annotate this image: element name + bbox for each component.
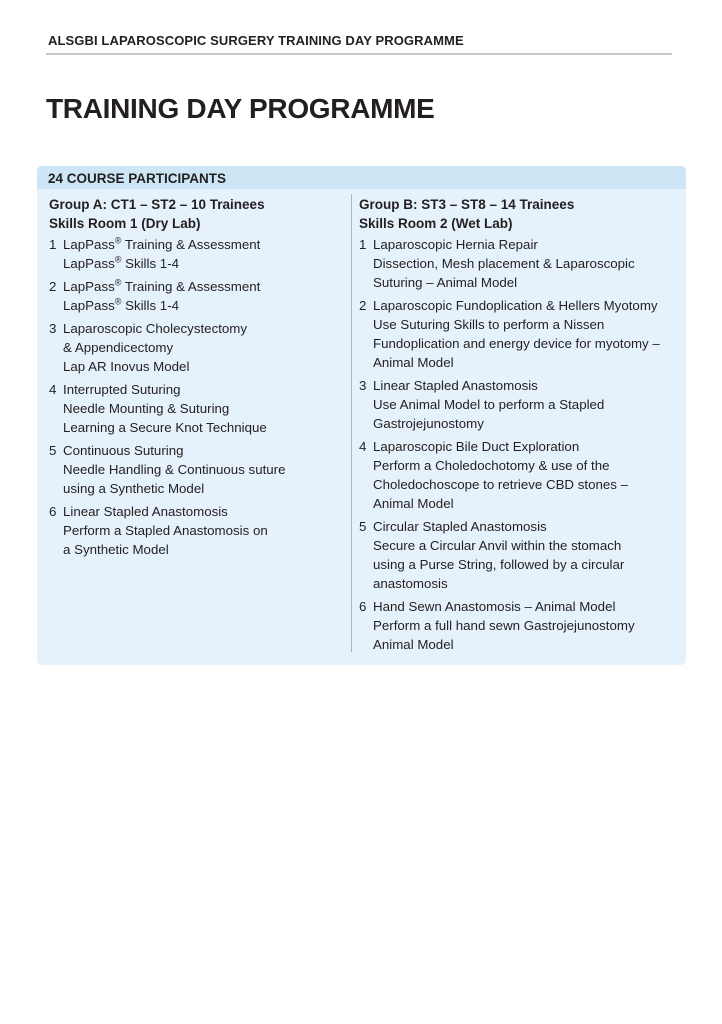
list-item bbox=[49, 380, 349, 437]
item-lines bbox=[373, 376, 604, 433]
group-a-column bbox=[49, 196, 349, 559]
item-lines bbox=[373, 437, 628, 513]
group-a-room: Skills Room 1 (Dry Lab) bbox=[49, 215, 201, 231]
list-item bbox=[49, 441, 349, 498]
item-line: Laparoscopic Cholecystectomy bbox=[63, 321, 248, 336]
item-line: using a Purse String, followed by a circular bbox=[373, 557, 625, 572]
participants-box bbox=[37, 166, 686, 665]
item-line: Gastrojejunostomy bbox=[373, 416, 484, 431]
group-a-items bbox=[49, 235, 349, 559]
item-line: Use Animal Model to perform a Stapled bbox=[373, 397, 605, 412]
item-line: Learning a Secure Knot Technique bbox=[63, 420, 267, 435]
item-line: Animal Model bbox=[373, 496, 454, 511]
item-number: 5 bbox=[49, 443, 57, 458]
item-number: 4 bbox=[49, 382, 57, 397]
item-lines bbox=[63, 441, 286, 498]
item-line: Perform a full hand sewn Gastrojejunostomy bbox=[373, 618, 635, 633]
item-line: Continuous Suturing bbox=[63, 443, 184, 458]
item-line: Perform a Choledochotomy & use of the bbox=[373, 458, 610, 473]
list-item bbox=[359, 376, 677, 433]
item-line: & Appendicectomy bbox=[63, 340, 174, 355]
item-line: Suturing – Animal Model bbox=[373, 275, 518, 290]
item-number: 3 bbox=[49, 321, 57, 336]
item-line: Needle Mounting & Suturing bbox=[63, 401, 230, 416]
item-line: Fundoplication and energy device for myotomy – bbox=[373, 336, 660, 351]
item-line: Laparoscopic Hernia Repair bbox=[373, 237, 538, 252]
item-line: Use Suturing Skills to perform a Nissen bbox=[373, 317, 605, 332]
item-line: Hand Sewn Anastomosis – Animal Model bbox=[373, 599, 616, 614]
item-lines bbox=[63, 502, 268, 559]
item-number: 2 bbox=[49, 279, 57, 294]
item-number: 1 bbox=[49, 237, 57, 252]
item-line: a Synthetic Model bbox=[63, 542, 169, 557]
item-lines bbox=[63, 277, 260, 315]
item-line: Lap AR Inovus Model bbox=[63, 359, 190, 374]
item-line: anastomosis bbox=[373, 576, 448, 591]
list-item bbox=[359, 597, 677, 654]
item-line: Circular Stapled Anastomosis bbox=[373, 519, 547, 534]
group-a-title: Group A: CT1 – ST2 – 10 Trainees bbox=[49, 197, 265, 212]
item-lines bbox=[63, 235, 260, 273]
item-line: LapPass® Skills 1-4 bbox=[63, 296, 180, 313]
header-rule bbox=[46, 53, 672, 55]
item-line: Laparoscopic Fundoplication & Hellers Myotomy bbox=[373, 298, 658, 313]
group-b-room: Skills Room 2 (Wet Lab) bbox=[359, 215, 513, 231]
item-number: 5 bbox=[359, 519, 367, 534]
group-b-items bbox=[359, 235, 677, 654]
list-item bbox=[359, 235, 677, 292]
item-number: 6 bbox=[359, 599, 367, 614]
item-line: Interrupted Suturing bbox=[63, 382, 181, 397]
list-item bbox=[359, 517, 677, 593]
item-number: 4 bbox=[359, 439, 367, 454]
item-line: Choledochoscope to retrieve CBD stones – bbox=[373, 477, 628, 492]
running-header: ALSGBI LAPAROSCOPIC SURGERY TRAINING DAY PROGRAMME bbox=[48, 33, 464, 48]
item-line: Secure a Circular Anvil within the stomach bbox=[373, 538, 622, 553]
item-line: Needle Handling & Continuous suture bbox=[63, 462, 286, 477]
item-lines bbox=[63, 319, 247, 376]
item-line: Linear Stapled Anastomosis bbox=[373, 378, 538, 393]
list-item bbox=[49, 319, 349, 376]
item-line: Dissection, Mesh placement & Laparoscopic bbox=[373, 256, 635, 271]
item-number: 3 bbox=[359, 378, 367, 393]
item-line: using a Synthetic Model bbox=[63, 481, 205, 496]
item-lines bbox=[373, 235, 635, 292]
item-line: Linear Stapled Anastomosis bbox=[63, 504, 228, 519]
item-line: Perform a Stapled Anastomosis on bbox=[63, 523, 268, 538]
item-lines bbox=[63, 380, 267, 437]
item-line: Animal Model bbox=[373, 355, 454, 370]
list-item bbox=[49, 502, 349, 559]
list-item bbox=[359, 437, 677, 513]
item-lines bbox=[373, 517, 624, 593]
item-line: Animal Model bbox=[373, 637, 454, 652]
group-b-column bbox=[359, 196, 677, 654]
list-item bbox=[49, 235, 349, 273]
item-line: LapPass® Training & Assessment bbox=[63, 277, 261, 294]
list-item bbox=[359, 296, 677, 372]
group-b-title: Group B: ST3 – ST8 – 14 Trainees bbox=[359, 197, 575, 212]
participants-heading: 24 COURSE PARTICIPANTS bbox=[37, 166, 686, 189]
item-number: 1 bbox=[359, 237, 367, 252]
item-line: LapPass® Training & Assessment bbox=[63, 235, 261, 252]
list-item bbox=[49, 277, 349, 315]
item-line: LapPass® Skills 1-4 bbox=[63, 254, 180, 271]
item-lines bbox=[373, 597, 635, 654]
item-line: Laparoscopic Bile Duct Exploration bbox=[373, 439, 580, 454]
item-number: 6 bbox=[49, 504, 57, 519]
item-lines bbox=[373, 296, 660, 372]
column-divider bbox=[351, 194, 352, 652]
page-title: TRAINING DAY PROGRAMME bbox=[46, 93, 435, 124]
item-number: 2 bbox=[359, 298, 367, 313]
